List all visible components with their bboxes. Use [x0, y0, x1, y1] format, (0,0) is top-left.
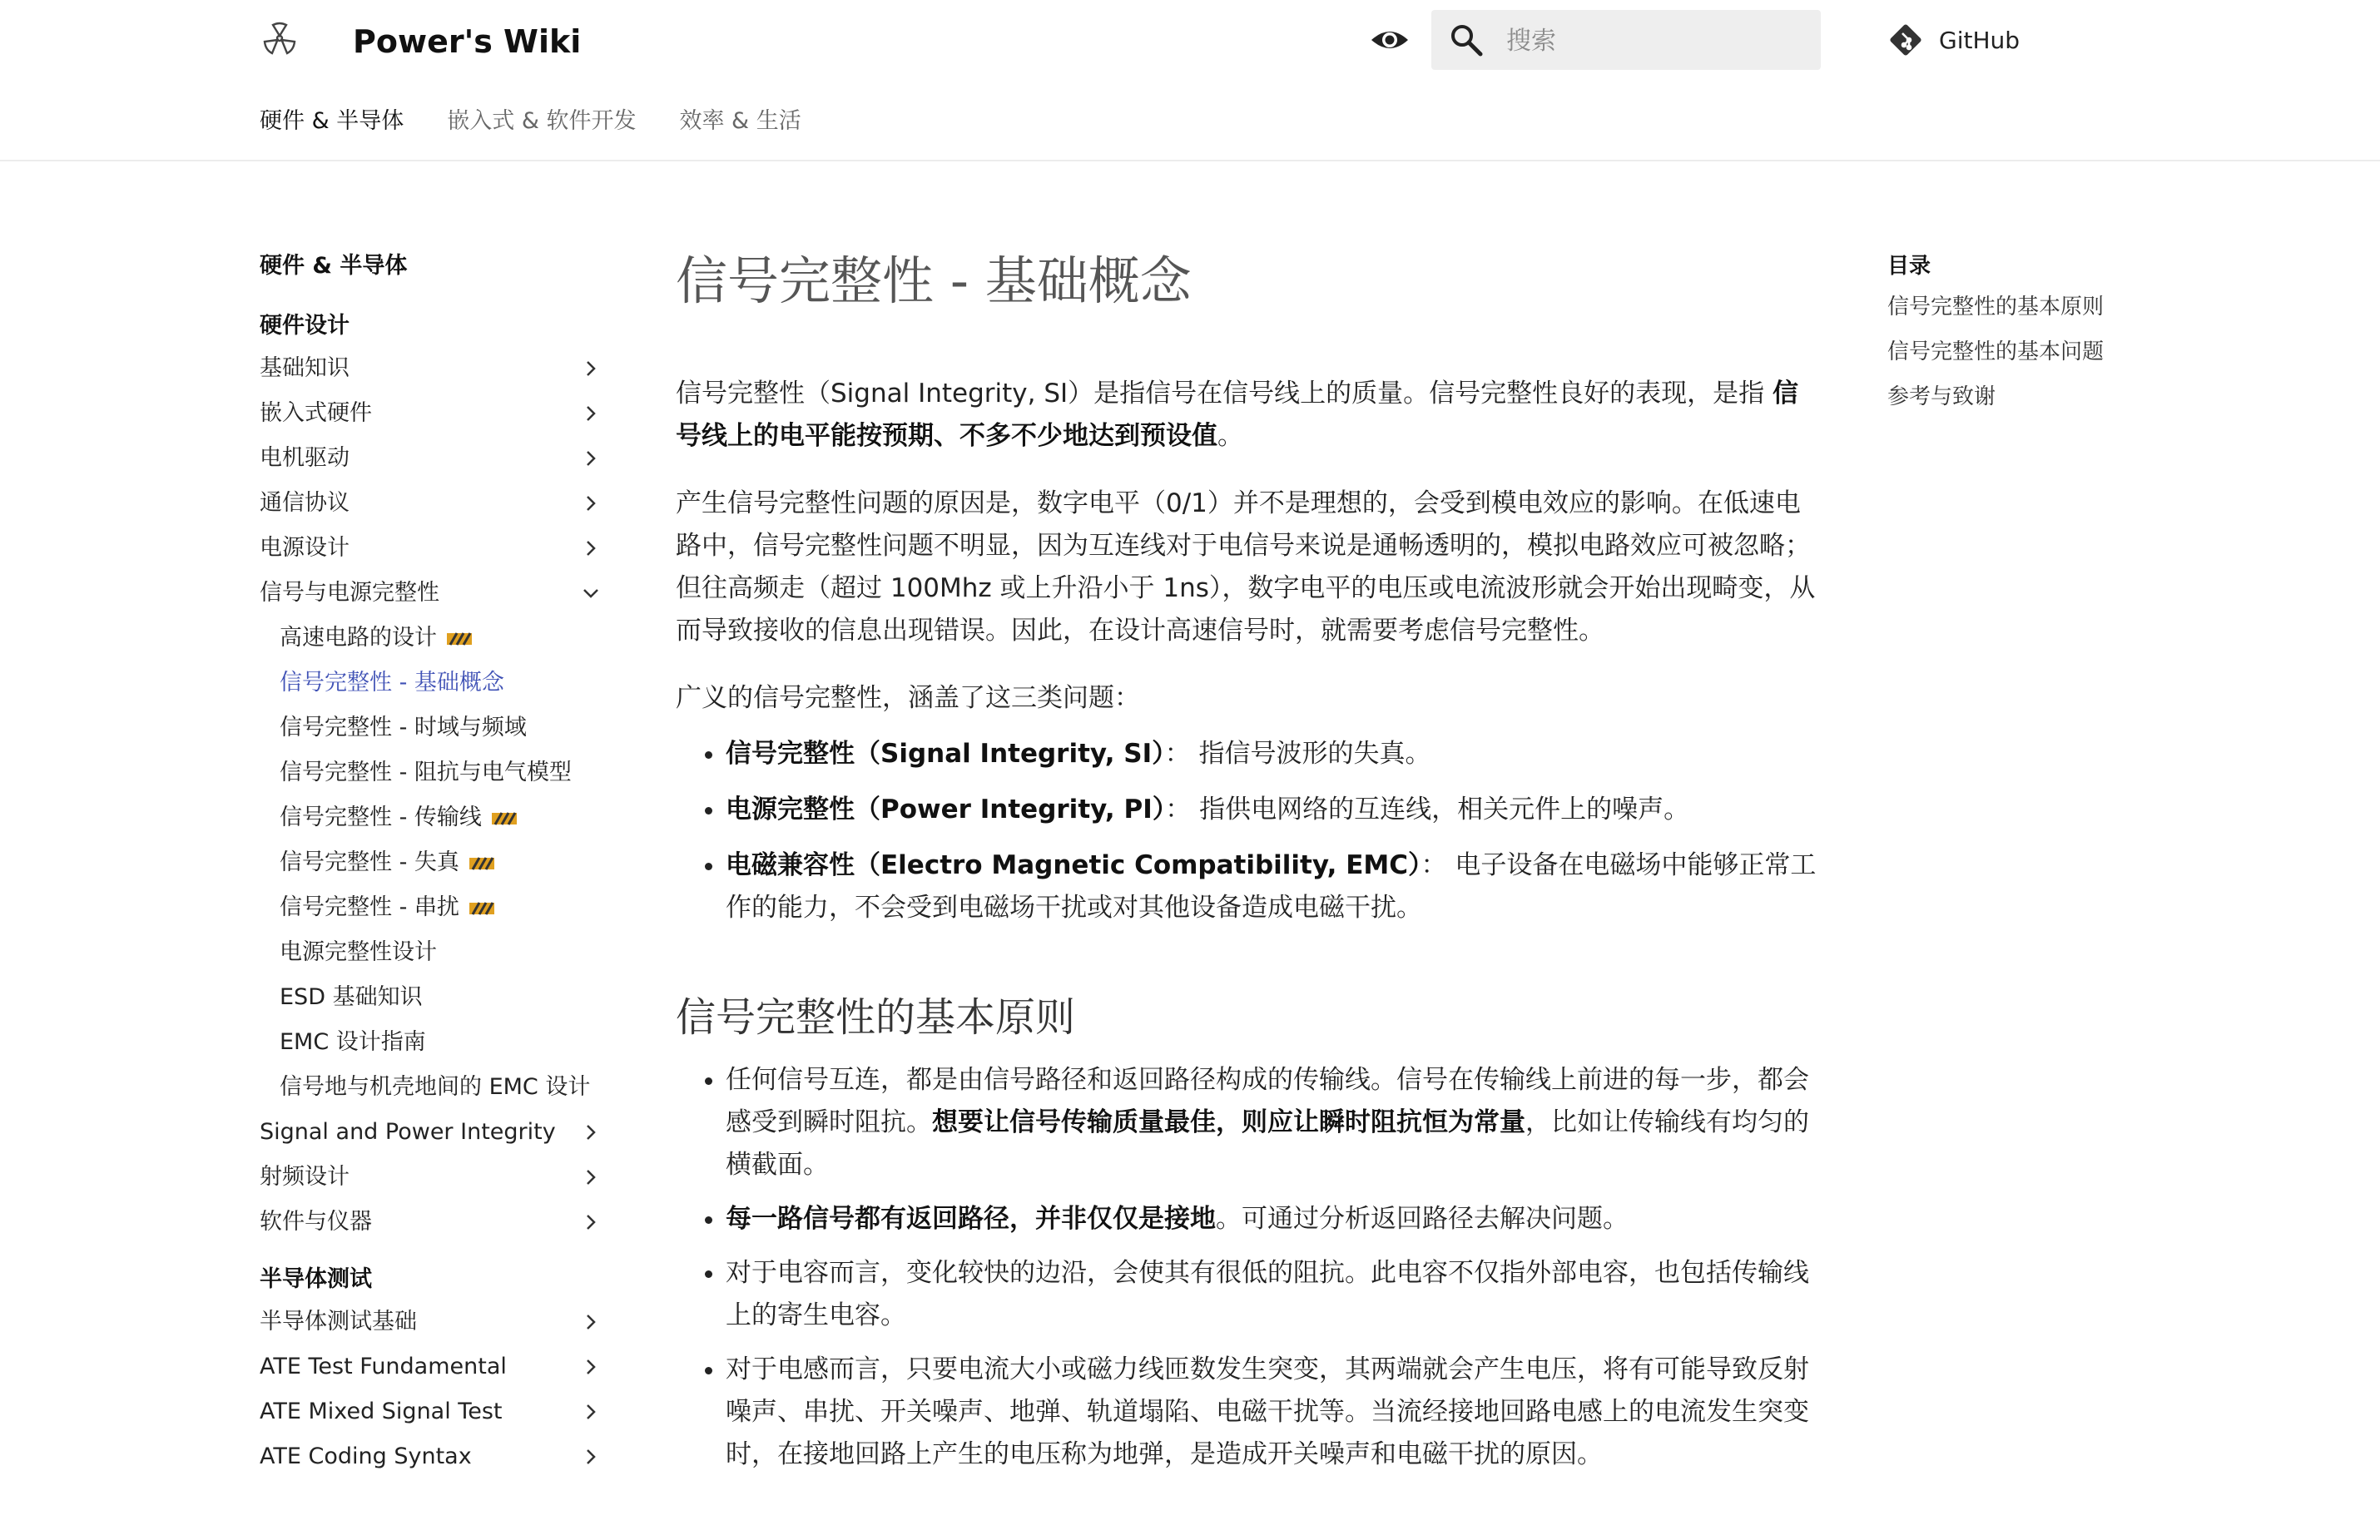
list-item-text: ： 指信号波形的失真。: [1164, 739, 1431, 769]
sidebar-item-semi-test-basics[interactable]: [260, 1300, 601, 1344]
sidebar-item-label: 信号完整性 - 串扰: [280, 894, 459, 920]
sidebar-subitem-si-crosstalk[interactable]: [260, 885, 601, 930]
list-item: [726, 789, 1821, 831]
sidebar-item-label: Signal and Power Integrity: [260, 1119, 556, 1145]
list-item-bold: 想要让信号传输质量最佳，则应让瞬时阻抗恒为常量: [932, 1107, 1525, 1137]
page-title: 信号完整性 - 基础概念: [676, 250, 1192, 311]
sidebar-item-label: 基础知识: [260, 355, 350, 381]
list-item-text: 对于电容而言，变化较快的边沿，会使其有很低的阻抗。此电容不仅指外部电容，也包括传输线上的寄生电容。: [726, 1258, 1809, 1330]
chevron-right-icon: [581, 1212, 601, 1232]
sidebar-item-software-instruments[interactable]: [260, 1200, 601, 1245]
list-item-text: 对于电感而言，只要电流大小或磁力线匝数发生突变，其两端就会产生电压，将有可能导致反射噪声、串扰、开关噪声、地弹、轨道塌陷、电磁干扰等。当流经接地回路电感上的电流发生突变时，在接地回路上产生的电压称为地弹，是造成开关噪声和电磁干扰的原因。: [726, 1354, 1809, 1469]
chevron-down-icon: [581, 583, 601, 603]
list-item-text: 任何信号互连，都是由信号路径和返回路径构成的传输线。信号在传输线上前进的每一步，都会感受到瞬时阻抗。: [726, 1065, 1809, 1137]
sidebar-item-ate-mixed-signal[interactable]: [260, 1389, 601, 1434]
sidebar-section-semiconductor-test: 半导体测试: [260, 1266, 372, 1292]
git-icon: [1887, 22, 1924, 58]
principles-list: [676, 1059, 1821, 1476]
sidebar-item-label: 电源设计: [260, 535, 350, 561]
scope-paragraph: 广义的信号完整性，涵盖了这三类问题：: [676, 683, 1140, 713]
sidebar-subitem-pi-design[interactable]: [260, 930, 601, 975]
construction-icon: [492, 811, 517, 826]
table-of-contents: [1887, 248, 2220, 419]
list-item: [726, 844, 1821, 929]
toc-link-references[interactable]: 参考与致谢: [1887, 384, 1996, 409]
list-item: [726, 1252, 1821, 1337]
tab-hardware[interactable]: 硬件 & 半导体: [260, 108, 404, 134]
sidebar-item-label: 软件与仪器: [260, 1209, 372, 1235]
tab-efficiency[interactable]: 效率 & 生活: [679, 108, 801, 134]
github-label: GitHub: [1939, 26, 2021, 54]
chevron-right-icon: [581, 1167, 601, 1187]
sidebar-item-label: 信号完整性 - 失真: [280, 849, 459, 875]
sidebar-item-label: 信号地与机壳地间的 EMC 设计: [280, 1074, 591, 1100]
sidebar-item-spi-english[interactable]: [260, 1110, 601, 1155]
list-item-text: ，比如让传输线有均匀的横截面。: [726, 1107, 1809, 1180]
sidebar-subitem-si-time-freq[interactable]: [260, 706, 601, 750]
chevron-right-icon: [581, 1122, 601, 1142]
sidebar-item-label: ATE Test Fundamental: [260, 1354, 507, 1379]
github-link[interactable]: [1887, 20, 2020, 60]
sidebar-item-ate-fundamental[interactable]: [260, 1344, 601, 1389]
chevron-right-icon: [581, 1312, 601, 1332]
tab-embedded[interactable]: 嵌入式 & 软件开发: [447, 108, 637, 134]
chevron-right-icon: [581, 493, 601, 513]
site-title[interactable]: Power's Wiki: [353, 23, 582, 60]
sidebar-subitem-high-speed[interactable]: [260, 616, 601, 661]
sidebar-subitem-emc-guide[interactable]: [260, 1020, 601, 1065]
list-item-bold: 电源完整性（Power Integrity, PI）: [726, 795, 1166, 824]
sidebar: [260, 250, 601, 1479]
sidebar-item-signal-power-integrity[interactable]: [260, 571, 601, 616]
toc-title: 目录: [1887, 254, 1931, 279]
list-item: [726, 1349, 1821, 1476]
sidebar-item-label: 射频设计: [260, 1164, 350, 1190]
sidebar-subitem-esd[interactable]: [260, 975, 601, 1020]
sidebar-subitem-si-transmission-line[interactable]: [260, 795, 601, 840]
list-item-bold: 信号完整性（Signal Integrity, SI）: [726, 739, 1165, 769]
header: [0, 0, 2380, 161]
chevron-right-icon: [581, 1357, 601, 1377]
sidebar-item-label: 信号与电源完整性: [260, 580, 439, 606]
sidebar-item-label: 信号完整性 - 阻抗与电气模型: [280, 760, 572, 785]
chevron-right-icon: [581, 359, 601, 379]
sidebar-top-heading: 硬件 & 半导体: [260, 253, 408, 279]
intro-bold: 信号线上的电平能按预期、不多不少地达到预设值: [676, 379, 1799, 451]
sidebar-item-label: ATE Mixed Signal Test: [260, 1399, 503, 1424]
sidebar-item-motor-drive[interactable]: [260, 436, 601, 481]
sidebar-item-label: 信号完整性 - 基础概念: [280, 670, 504, 696]
section-heading-principles: 信号完整性的基本原则: [676, 994, 1076, 1041]
search-icon: [1448, 22, 1485, 58]
scope-list: [676, 733, 1821, 929]
sidebar-subitem-si-impedance[interactable]: [260, 750, 601, 795]
sidebar-item-label: 电源完整性设计: [280, 939, 437, 965]
toc-link-principles[interactable]: 信号完整性的基本原则: [1887, 295, 2105, 319]
intro-text: 信号完整性（Signal Integrity, SI）是指信号在信号线上的质量。信号完整性良好的表现，是指: [676, 379, 1773, 409]
sidebar-subitem-emc-ground[interactable]: [260, 1065, 601, 1110]
search-input[interactable]: [1505, 18, 1807, 63]
sidebar-item-embedded-hardware[interactable]: [260, 391, 601, 436]
sidebar-item-label: 信号完整性 - 时域与频域: [280, 715, 527, 740]
sidebar-item-label: ESD 基础知识: [280, 984, 423, 1010]
sidebar-section-hardware-design: 硬件设计: [260, 313, 350, 339]
chevron-right-icon: [581, 404, 601, 423]
sidebar-item-label: 高速电路的设计: [280, 625, 437, 651]
site-logo-icon[interactable]: [261, 20, 298, 57]
article: [676, 241, 1821, 1476]
list-item-text: 。可通过分析返回路径去解决问题。: [1216, 1204, 1629, 1234]
sidebar-item-power-design[interactable]: [260, 526, 601, 571]
chevron-right-icon: [581, 538, 601, 558]
sidebar-subitem-si-distortion[interactable]: [260, 840, 601, 885]
chevron-right-icon: [581, 448, 601, 468]
sidebar-item-label: 通信协议: [260, 490, 350, 516]
construction-icon: [469, 901, 494, 916]
top-tabs: [260, 105, 845, 138]
list-item-bold: 每一路信号都有返回路径，并非仅仅是接地: [726, 1204, 1216, 1234]
toc-link-problems[interactable]: 信号完整性的基本问题: [1887, 339, 2105, 364]
search-box[interactable]: [1431, 10, 1821, 70]
sidebar-subitem-si-basics[interactable]: [260, 661, 601, 706]
sidebar-item-ate-coding[interactable]: [260, 1434, 601, 1479]
intro-paragraph: [676, 373, 1821, 458]
list-item: [726, 733, 1821, 775]
sidebar-item-label: 信号完整性 - 传输线: [280, 805, 482, 830]
construction-icon: [469, 856, 494, 871]
list-item: [726, 1198, 1821, 1240]
list-item-text: ： 指供电网络的互连线，相关元件上的噪声。: [1165, 795, 1690, 824]
sidebar-item-label: ATE Coding Syntax: [260, 1443, 472, 1469]
sidebar-item-label: EMC 设计指南: [280, 1029, 426, 1055]
list-item-bold: 电磁兼容性（Electro Magnetic Compatibility, EMC）: [726, 850, 1421, 880]
chevron-right-icon: [581, 1447, 601, 1467]
chevron-right-icon: [581, 1402, 601, 1422]
list-item-text: ： 电子设备在电磁场中能够正常工作的能力，不会受到电磁场干扰或对其他设备造成电磁干扰。: [726, 850, 1817, 923]
eye-icon[interactable]: [1370, 22, 1410, 58]
list-item: [726, 1059, 1821, 1186]
sidebar-item-basics[interactable]: [260, 346, 601, 391]
construction-icon: [447, 631, 472, 646]
sidebar-item-rf-design[interactable]: [260, 1155, 601, 1200]
sidebar-item-label: 电机驱动: [260, 445, 350, 471]
intro-end: 。: [1217, 421, 1243, 451]
sidebar-item-label: 嵌入式硬件: [260, 400, 372, 426]
sidebar-item-label: 半导体测试基础: [260, 1309, 417, 1335]
cause-paragraph: 产生信号完整性问题的原因是，数字电平（0/1）并不是理想的，会受到模电效应的影响。在低速电路中，信号完整性问题不明显，因为互连线对于电信号来说是通畅透明的，模拟电路效应可被忽略；但往高频走（超过 100Mhz 或上升沿小于 1ns），数字电平的电压或电流波形就会开始出现畸变，从而导致接收的信息出现错误。因此，在设计高速信号时，就需要考虑信号完整性。: [676, 488, 1816, 646]
sidebar-item-protocols[interactable]: [260, 481, 601, 526]
